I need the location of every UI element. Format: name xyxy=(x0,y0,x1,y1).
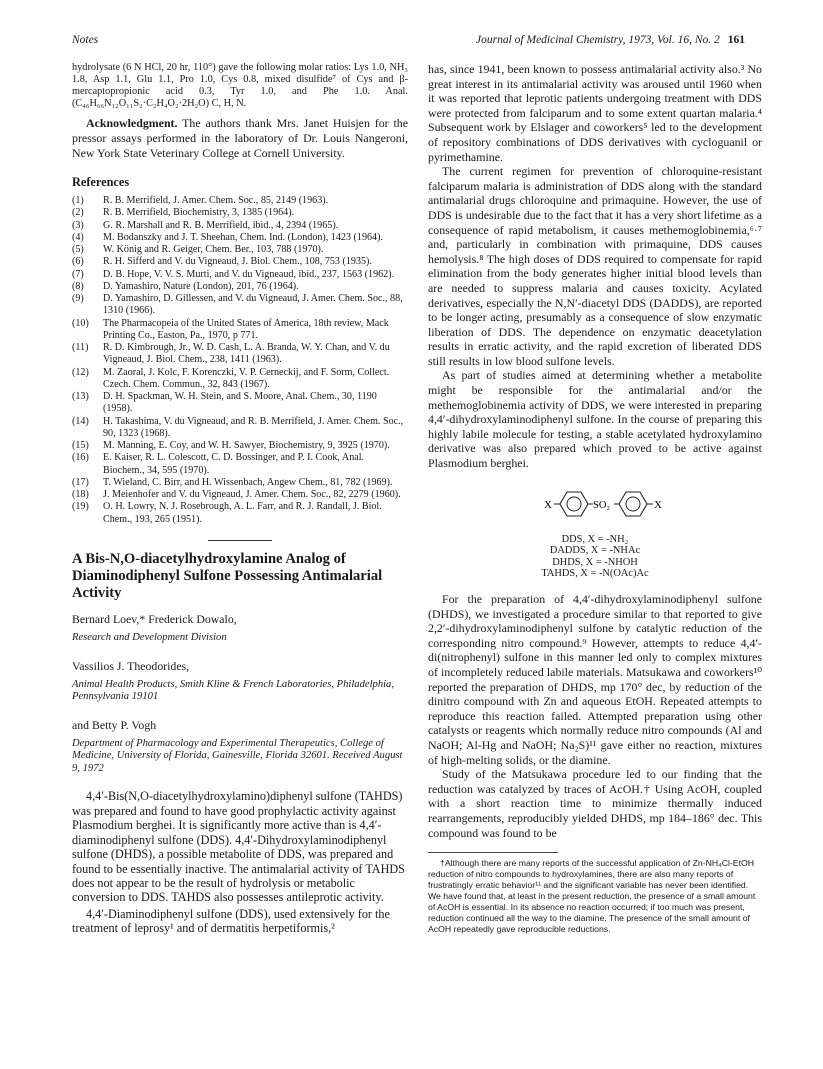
running-header-journal xyxy=(476,34,745,46)
reference-item xyxy=(72,440,408,452)
reference-item xyxy=(72,318,408,343)
reference-number: (8) xyxy=(72,280,84,292)
benzene-ring-left xyxy=(560,492,588,516)
reference-item xyxy=(72,452,408,477)
reference-item xyxy=(72,489,408,501)
reference-item xyxy=(72,281,408,293)
reference-text: R. B. Merrifield, J. Amer. Chem. Soc., 85, 2149 (1963). xyxy=(103,195,329,207)
body-paragraph-4: For the preparation of 4,4′-dihydroxylaminodiphenyl sulfone (DHDS), we investigated a procedure similar to that reported to give 2,2′-dihydroxylaminodiphenyl sulfone by catalytic reduction of the corresponding nitro compound.⁹ However, attempts to reduce 4,4′-di(nitrophenyl) sulfone in this manner led only to complex mixtures of incompletely reduced labile materials. Matsukawa and coworkers¹⁰ reported the preparation of DHDS, mp 170° dec, by reduction of the dinitro compound with Zn and aqueous EtOH. Repeated attempts to reproduce this reaction failed. Attempted preparation using other catalysts or reagents which normally reduce nitro compounds (Al and NaOH; Al-Hg and NaOH; Na₂S)¹¹ gave either no reaction, mixtures of high-melting solids, or the diamine. xyxy=(428,592,762,767)
reference-text: J. Meienhofer and V. du Vigneaud, J. Amer. Chem. Soc., 82, 2279 (1960). xyxy=(103,489,401,501)
acknowledgment-text: The authors thank Mrs. Janet Huisjen for the pressor assays performed in the laboratory of Dr. Louis Nangeroni, New York State Veterinary College at Cornell University. xyxy=(72,116,408,160)
journal-citation: Journal of Medicinal Chemistry, 1973, Vol. 16, No. 2 xyxy=(476,34,720,46)
reference-text: W. König and R. Geiger, Chem. Ber., 103, 788 (1970). xyxy=(103,244,324,256)
reference-item xyxy=(72,244,408,256)
reference-text: R. D. Kimbrough, Jr., W. D. Cash, L. A. Branda, W. Y. Chan, and V. du Vigneaud, J. Biol. Chem., 238, 1411 (1963). xyxy=(103,342,390,366)
reference-text: D. Yamashiro, Nature (London), 201, 76 (1964). xyxy=(103,280,299,292)
author-line-2: Vassilios J. Theodorides, xyxy=(72,658,190,673)
benzene-ring-right xyxy=(619,492,647,516)
structure-so2: SO₂ xyxy=(593,499,611,511)
body-paragraph-3: As part of studies aimed at determining whether a metabolite might be responsible for the antimalarial and/or the methemoglobinemia activity of DDS, we were interested in preparing 4,4′-dihydroxylaminodiphenyl sulfone. In the course of preparing this highly labile molecule for testing, a stable acetylated hydroxylamino derivative was also prepared which proved to be active against Plasmodium berghei. xyxy=(428,368,762,471)
previous-article-text: hydrolysate (6 N HCl, 20 hr, 110°) gave the following molar ratios: Lys 1.0, NH₃ 1.8, Asp 1.1, Glu 1.1, Pro 1.0, Cys 0.8, mixed disulfide⁷ of Cys and β-mercaptopropionic acid 0.3, Tyr 1.0, and Phe 1.0. Anal. (C₄₆H₆₆N₁₂O₁₁S₂·C₂H₄O₂·2H₂O) C, H, N. xyxy=(72,62,408,110)
reference-item xyxy=(72,391,408,416)
intro-paragraph: 4,4′-Diaminodiphenyl sulfone (DDS), used extensively for the treatment of leprosy¹ and of dermatitis herpetiformis,² xyxy=(72,906,390,936)
reference-text: M. Bodanszky and J. T. Sheehan, Chem. Ind. (London), 1423 (1964). xyxy=(103,231,383,243)
structure-x-left: X xyxy=(544,498,552,511)
legend-dds: DDS, X = -NH₂ xyxy=(561,533,629,545)
reference-item xyxy=(72,232,408,244)
references-list xyxy=(72,195,408,526)
reference-number: (16) xyxy=(72,452,89,464)
body-paragraph-1: has, since 1941, been known to possess antimalarial activity also.³ No great interest in its antimalarial activity was aroused until 1960 when it was reported that leprotic patients undergoing treatment with DDS were protected from falciparum and to some extent quartan malaria.⁴ Subsequent work by Elslager and coworkers⁵ led to the development of repository combinations of DDS derivatives with cycloguanil or pyrimethamine. xyxy=(428,62,762,164)
page-number: 161 xyxy=(727,34,745,46)
reference-text: O. H. Lowry, N. J. Rosebrough, A. L. Farr, and R. J. Randall, J. Biol. Chem., 193, 265 (1951). xyxy=(103,501,382,525)
author-line-1: Bernard Loev,* Frederick Dowalo, xyxy=(72,611,237,626)
reference-text: H. Takashima, V. du Vigneaud, and R. B. Merrifield, J. Amer. Chem. Soc., 90, 1323 (1968). xyxy=(103,415,404,439)
affiliation-2: Animal Health Products, Smith Kline & French Laboratories, Philadelphia, Pennsylvania 19101 xyxy=(72,678,395,703)
running-header-section: Notes xyxy=(72,34,99,46)
reference-number: (7) xyxy=(72,268,84,280)
reference-text: E. Kaiser, R. L. Colescott, C. D. Bossinger, and P. I. Cook, Anal. Biochem., 34, 595 (1970). xyxy=(103,452,365,476)
reference-item xyxy=(72,269,408,281)
affiliation-3: Department of Pharmacology and Experimental Therapeutics, College of Medicine, University of Florida, Gainesville, Florida 32601. Received August 9, 1972 xyxy=(72,737,403,774)
reference-number: (14) xyxy=(72,415,89,427)
article-title: A Bis-N,O-diacetylhydroxylamine Analog of Diaminodiphenyl Sulfone Possessing Antimalarial Activity xyxy=(72,550,383,601)
reference-number: (13) xyxy=(72,391,89,403)
right-column xyxy=(428,62,762,934)
abstract: 4,4′-Bis(N,O-diacetylhydroxylamino)diphenyl sulfone (TAHDS) was prepared and found to have good prophylactic activity against Plasmodium berghei. It is significantly more active than is 4,4′-diaminodiphenyl sulfone (DDS). 4,4′-Dihydroxylaminodiphenyl sulfone (DHDS), a possible metabolite of DDS, was prepared and found to be essentially inactive. The antimalarial activity of TAHDS does not appear to be the result of hydrolysis or metabolic conversion to DDS. TAHDS also possesses antileprotic activity. xyxy=(72,789,405,905)
body-paragraph-2: The current regimen for prevention of chloroquine-resistant falciparum malaria is administration of DDS along with the standard antimalarial drugs chloroquine and primaquine. However, the use of DDS is undesirable due to the fact that it has a very short lifetime as a consequence of rapid metabolism, it causes methemoglobinemia,⁶·⁷ and, particularly in combination with primaquine, DDS causes hemolysis.⁸ The high doses of DDS required to compensate for rapid elimination from the body generates higher initial blood levels than are needed to suppress malaria and causes toxicity. Acylated derivatives, especially the N,N′-diacetyl DDS (DADDS), are reported to be longer acting, presumably as a consequence of slow enzymatic liberation of DDS. The dependence on enzymatic deacetylation results in erratic activity, and the rapid excretion of liberated DDS still results in low blood sulfone levels. xyxy=(428,164,762,368)
references-heading: References xyxy=(72,175,130,190)
footnote: †Although there are many reports of the successful application of Zn-NH₄Cl-EtOH reduction of nitro compounds to hydroxylamines, there are also many reports of frustratingly erratic behavior¹¹ and the significant variable has never been identified. We have found that, at least in the present reduction, the presence of a small amount of AcOH is essential. In its absence no reaction occurred; if too much was present, reduction continued all the way to the diamine. The presence of the small amount of AcOH repeatedly gave reproducible reductions. xyxy=(428,858,756,934)
reference-number: (3) xyxy=(72,219,84,231)
reference-item xyxy=(72,477,408,489)
reference-item xyxy=(72,342,408,367)
reference-number: (6) xyxy=(72,256,84,268)
reference-number: (17) xyxy=(72,476,89,488)
reference-number: (1) xyxy=(72,195,84,207)
reference-number: (2) xyxy=(72,207,84,219)
sulfone-structure-drawing xyxy=(428,481,762,525)
legend-dadds: DADDS, X = -NHAc xyxy=(549,545,641,557)
reference-number: (12) xyxy=(72,366,89,378)
reference-text: R. H. Sifferd and V. du Vigneaud, J. Biol. Chem., 108, 753 (1935). xyxy=(103,256,372,268)
reference-number: (10) xyxy=(72,317,89,329)
reference-item xyxy=(72,367,408,392)
reference-number: (19) xyxy=(72,501,89,513)
reference-text: R. B. Merrifield, Biochemistry, 3, 1385 (1964). xyxy=(103,207,295,219)
legend-tahds: TAHDS, X = -N(OAc)Ac xyxy=(541,568,649,580)
reference-text: D. B. Hope, V. V. S. Murti, and V. du Vigneaud, ibid., 237, 1563 (1962). xyxy=(103,268,395,280)
reference-text: T. Wieland, C. Birr, and H. Wissenbach, Angew Chem., 81, 782 (1969). xyxy=(103,476,393,488)
structure-legend xyxy=(428,534,762,580)
left-column xyxy=(72,62,408,938)
reference-text: D. H. Spackman, W. H. Stein, and S. Moore, Anal. Chem., 30, 1190 (1958). xyxy=(103,391,377,415)
reference-text: M. Zaoral, J. Kolc, F. Korenczki, V. P. Cerneckij, and F. Sorm, Collect. Czech. Chem. Commun., 32, 843 (1967). xyxy=(103,366,390,390)
reference-text: The Pharmacopeia of the United States of America, 18th review, Mack Printing Co., Easton, Pa., 1970, p 771. xyxy=(103,317,389,341)
reference-item xyxy=(72,416,408,441)
affiliation-1: Research and Development Division xyxy=(72,631,227,643)
reference-number: (4) xyxy=(72,231,84,243)
reference-number: (11) xyxy=(72,342,89,354)
author-line-3: and Betty P. Vogh xyxy=(72,717,157,732)
aromatic-circle-right xyxy=(626,497,640,511)
reference-item xyxy=(72,293,408,318)
reference-item xyxy=(72,501,408,526)
reference-item xyxy=(72,256,408,268)
reference-item xyxy=(72,207,408,219)
acknowledgment-heading: Acknowledgment. xyxy=(86,116,178,131)
footnote-divider xyxy=(428,852,558,853)
chemical-structure xyxy=(428,481,762,530)
reference-number: (9) xyxy=(72,293,84,305)
reference-text: M. Manning, E. Coy, and W. H. Sawyer, Biochemistry, 9, 3925 (1970). xyxy=(103,440,390,452)
reference-number: (5) xyxy=(72,244,84,256)
reference-item xyxy=(72,195,408,207)
reference-number: (18) xyxy=(72,489,89,501)
reference-number: (15) xyxy=(72,440,89,452)
structure-x-right: X xyxy=(654,498,662,511)
article-divider xyxy=(208,540,272,541)
acknowledgment xyxy=(72,116,408,160)
aromatic-circle-left xyxy=(567,497,581,511)
reference-text: G. R. Marshall and R. B. Merrifield, ibid., 4, 2394 (1965). xyxy=(103,219,339,231)
body-paragraph-5: Study of the Matsukawa procedure led to our finding that the reduction was catalyzed by traces of AcOH.† Using AcOH, coupled with a short reaction time to minimize thermally induced rearrangements, reproducibly yielded DHDS, mp 184–186° dec. This compound was found to be xyxy=(428,767,762,840)
legend-dhds: DHDS, X = -NHOH xyxy=(552,556,638,568)
reference-item xyxy=(72,220,408,232)
reference-text: D. Yamashiro, D. Gillessen, and V. du Vigneaud, J. Amer. Chem. Soc., 88, 1310 (1966). xyxy=(103,293,403,317)
